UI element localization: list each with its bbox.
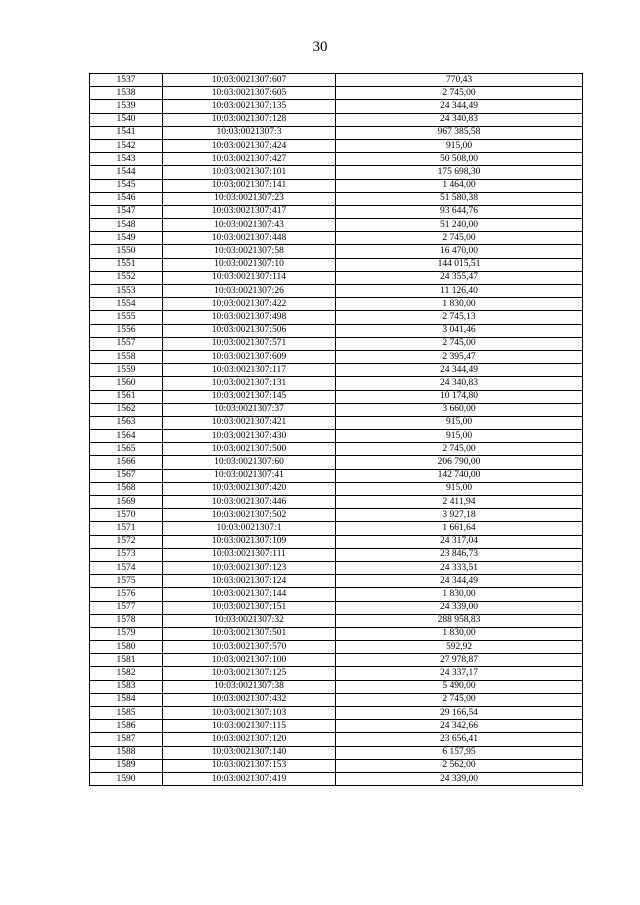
cadastral-number-cell: 10:03:0021307:430: [163, 430, 336, 443]
row-number-cell: 1546: [90, 192, 163, 205]
table-row: [90, 693, 583, 706]
value-cell: 2 745,00: [336, 337, 583, 350]
row-number-cell: 1567: [90, 469, 163, 482]
value-cell: 24 339,00: [336, 601, 583, 614]
table-row: [90, 496, 583, 509]
value-cell: 50 508,00: [336, 153, 583, 166]
table-row: [90, 311, 583, 324]
table-row: [90, 390, 583, 403]
table-row: [90, 153, 583, 166]
table-row: [90, 100, 583, 113]
table-row: [90, 443, 583, 456]
cadastral-number-cell: 10:03:0021307:41: [163, 469, 336, 482]
table-row: [90, 588, 583, 601]
cadastral-number-cell: 10:03:0021307:446: [163, 496, 336, 509]
row-number-cell: 1552: [90, 271, 163, 284]
table-row: [90, 245, 583, 258]
cadastral-number-cell: 10:03:0021307:151: [163, 601, 336, 614]
value-cell: 144 015,51: [336, 258, 583, 271]
table-row: [90, 113, 583, 126]
row-number-cell: 1560: [90, 377, 163, 390]
value-cell: 2 745,00: [336, 693, 583, 706]
row-number-cell: 1540: [90, 113, 163, 126]
table-row: [90, 746, 583, 759]
row-number-cell: 1589: [90, 759, 163, 772]
row-number-cell: 1541: [90, 126, 163, 139]
cadastral-number-cell: 10:03:0021307:502: [163, 509, 336, 522]
table-row: [90, 324, 583, 337]
value-cell: 1 661,64: [336, 522, 583, 535]
value-cell: 2 411,94: [336, 496, 583, 509]
row-number-cell: 1585: [90, 707, 163, 720]
value-cell: 24 355,47: [336, 271, 583, 284]
value-cell: 6 157,95: [336, 746, 583, 759]
cadastral-number-cell: 10:03:0021307:109: [163, 535, 336, 548]
cadastral-number-cell: 10:03:0021307:23: [163, 192, 336, 205]
table-row: [90, 271, 583, 284]
cadastral-number-cell: 10:03:0021307:609: [163, 350, 336, 363]
value-cell: 24 333,51: [336, 561, 583, 574]
table-row: [90, 720, 583, 733]
value-cell: 3 660,00: [336, 403, 583, 416]
value-cell: 2 745,00: [336, 232, 583, 245]
value-cell: 24 317,04: [336, 535, 583, 548]
value-cell: 770,43: [336, 74, 583, 87]
row-number-cell: 1582: [90, 667, 163, 680]
row-number-cell: 1544: [90, 166, 163, 179]
cadastral-number-cell: 10:03:0021307:38: [163, 680, 336, 693]
cadastral-number-cell: 10:03:0021307:153: [163, 759, 336, 772]
table-row: [90, 614, 583, 627]
value-cell: 24 340,83: [336, 113, 583, 126]
cadastral-number-cell: 10:03:0021307:43: [163, 219, 336, 232]
cadastral-number-cell: 10:03:0021307:1: [163, 522, 336, 535]
table-row: [90, 166, 583, 179]
value-cell: 5 490,00: [336, 680, 583, 693]
row-number-cell: 1538: [90, 87, 163, 100]
table-row: [90, 482, 583, 495]
table-row: [90, 87, 583, 100]
value-cell: 1 830,00: [336, 627, 583, 640]
table-row: [90, 759, 583, 772]
table-row: [90, 561, 583, 574]
table-row: [90, 548, 583, 561]
cadastral-number-cell: 10:03:0021307:448: [163, 232, 336, 245]
value-cell: 24 344,49: [336, 575, 583, 588]
value-cell: 16 470,00: [336, 245, 583, 258]
value-cell: 24 344,49: [336, 364, 583, 377]
table-body: [90, 74, 583, 786]
table-row: [90, 364, 583, 377]
table-row: [90, 416, 583, 429]
value-cell: 1 830,00: [336, 588, 583, 601]
cadastral-number-cell: 10:03:0021307:144: [163, 588, 336, 601]
cadastral-number-cell: 10:03:0021307:3: [163, 126, 336, 139]
row-number-cell: 1586: [90, 720, 163, 733]
cadastral-number-cell: 10:03:0021307:419: [163, 772, 336, 785]
row-number-cell: 1542: [90, 139, 163, 152]
cadastral-number-cell: 10:03:0021307:117: [163, 364, 336, 377]
cadastral-number-cell: 10:03:0021307:422: [163, 298, 336, 311]
value-cell: 24 344,49: [336, 100, 583, 113]
table-row: [90, 522, 583, 535]
row-number-cell: 1539: [90, 100, 163, 113]
table-row: [90, 707, 583, 720]
page-number: 30: [312, 39, 328, 55]
table-row: [90, 654, 583, 667]
table-row: [90, 680, 583, 693]
table-row: [90, 403, 583, 416]
cadastral-number-cell: 10:03:0021307:58: [163, 245, 336, 258]
cadastral-number-cell: 10:03:0021307:115: [163, 720, 336, 733]
value-cell: 23 656,41: [336, 733, 583, 746]
row-number-cell: 1579: [90, 627, 163, 640]
value-cell: 2 745,00: [336, 443, 583, 456]
row-number-cell: 1553: [90, 285, 163, 298]
row-number-cell: 1555: [90, 311, 163, 324]
value-cell: 2 562,00: [336, 759, 583, 772]
cadastral-number-cell: 10:03:0021307:141: [163, 179, 336, 192]
value-cell: 29 166,54: [336, 707, 583, 720]
row-number-cell: 1549: [90, 232, 163, 245]
table-row: [90, 575, 583, 588]
value-cell: 915,00: [336, 482, 583, 495]
table-row: [90, 126, 583, 139]
row-number-cell: 1550: [90, 245, 163, 258]
cadastral-number-cell: 10:03:0021307:60: [163, 456, 336, 469]
row-number-cell: 1558: [90, 350, 163, 363]
row-number-cell: 1587: [90, 733, 163, 746]
row-number-cell: 1590: [90, 772, 163, 785]
cadastral-number-cell: 10:03:0021307:424: [163, 139, 336, 152]
value-cell: 93 644,76: [336, 205, 583, 218]
table-row: [90, 350, 583, 363]
row-number-cell: 1557: [90, 337, 163, 350]
value-cell: 3 927,18: [336, 509, 583, 522]
row-number-cell: 1568: [90, 482, 163, 495]
table-row: [90, 377, 583, 390]
row-number-cell: 1588: [90, 746, 163, 759]
table-row: [90, 627, 583, 640]
table-row: [90, 179, 583, 192]
row-number-cell: 1580: [90, 641, 163, 654]
cadastral-number-cell: 10:03:0021307:500: [163, 443, 336, 456]
table-row: [90, 772, 583, 785]
cadastral-number-cell: 10:03:0021307:607: [163, 74, 336, 87]
value-cell: 915,00: [336, 139, 583, 152]
cadastral-number-cell: 10:03:0021307:498: [163, 311, 336, 324]
value-cell: 2 745,13: [336, 311, 583, 324]
row-number-cell: 1545: [90, 179, 163, 192]
row-number-cell: 1566: [90, 456, 163, 469]
value-cell: 1 464,00: [336, 179, 583, 192]
cadastral-number-cell: 10:03:0021307:421: [163, 416, 336, 429]
value-cell: 967 385,58: [336, 126, 583, 139]
cadastral-number-cell: 10:03:0021307:10: [163, 258, 336, 271]
table-row: [90, 205, 583, 218]
table-row: [90, 430, 583, 443]
value-cell: 51 240,00: [336, 219, 583, 232]
row-number-cell: 1547: [90, 205, 163, 218]
cadastral-number-cell: 10:03:0021307:101: [163, 166, 336, 179]
cadastral-number-cell: 10:03:0021307:125: [163, 667, 336, 680]
row-number-cell: 1569: [90, 496, 163, 509]
row-number-cell: 1576: [90, 588, 163, 601]
cadastral-number-cell: 10:03:0021307:605: [163, 87, 336, 100]
value-cell: 2 745,00: [336, 87, 583, 100]
row-number-cell: 1561: [90, 390, 163, 403]
value-cell: 24 339,00: [336, 772, 583, 785]
table-row: [90, 298, 583, 311]
cadastral-number-cell: 10:03:0021307:128: [163, 113, 336, 126]
value-cell: 3 041,46: [336, 324, 583, 337]
row-number-cell: 1570: [90, 509, 163, 522]
table-row: [90, 139, 583, 152]
row-number-cell: 1556: [90, 324, 163, 337]
cadastral-number-cell: 10:03:0021307:145: [163, 390, 336, 403]
cadastral-number-cell: 10:03:0021307:135: [163, 100, 336, 113]
value-cell: 592,92: [336, 641, 583, 654]
value-cell: 915,00: [336, 416, 583, 429]
value-cell: 206 790,00: [336, 456, 583, 469]
cadastral-number-cell: 10:03:0021307:114: [163, 271, 336, 284]
cadastral-number-cell: 10:03:0021307:506: [163, 324, 336, 337]
value-cell: 11 126,40: [336, 285, 583, 298]
value-cell: 2 395,47: [336, 350, 583, 363]
row-number-cell: 1581: [90, 654, 163, 667]
table-row: [90, 337, 583, 350]
cadastral-value-table: [89, 73, 583, 786]
cadastral-number-cell: 10:03:0021307:123: [163, 561, 336, 574]
cadastral-number-cell: 10:03:0021307:131: [163, 377, 336, 390]
row-number-cell: 1564: [90, 430, 163, 443]
cadastral-number-cell: 10:03:0021307:570: [163, 641, 336, 654]
value-cell: 288 958,83: [336, 614, 583, 627]
cadastral-number-cell: 10:03:0021307:103: [163, 707, 336, 720]
table-row: [90, 285, 583, 298]
cadastral-number-cell: 10:03:0021307:420: [163, 482, 336, 495]
value-cell: 27 978,87: [336, 654, 583, 667]
table-row: [90, 469, 583, 482]
cadastral-number-cell: 10:03:0021307:427: [163, 153, 336, 166]
value-cell: 142 740,00: [336, 469, 583, 482]
value-cell: 1 830,00: [336, 298, 583, 311]
row-number-cell: 1572: [90, 535, 163, 548]
table-row: [90, 733, 583, 746]
cadastral-number-cell: 10:03:0021307:417: [163, 205, 336, 218]
value-cell: 10 174,80: [336, 390, 583, 403]
cadastral-number-cell: 10:03:0021307:120: [163, 733, 336, 746]
cadastral-number-cell: 10:03:0021307:571: [163, 337, 336, 350]
cadastral-number-cell: 10:03:0021307:26: [163, 285, 336, 298]
cadastral-number-cell: 10:03:0021307:501: [163, 627, 336, 640]
value-cell: 24 342,66: [336, 720, 583, 733]
row-number-cell: 1571: [90, 522, 163, 535]
table-row: [90, 601, 583, 614]
table-row: [90, 641, 583, 654]
row-number-cell: 1543: [90, 153, 163, 166]
value-cell: 51 580,38: [336, 192, 583, 205]
row-number-cell: 1583: [90, 680, 163, 693]
row-number-cell: 1578: [90, 614, 163, 627]
cadastral-number-cell: 10:03:0021307:124: [163, 575, 336, 588]
row-number-cell: 1562: [90, 403, 163, 416]
row-number-cell: 1577: [90, 601, 163, 614]
table-row: [90, 74, 583, 87]
table-row: [90, 219, 583, 232]
table-row: [90, 535, 583, 548]
table-row: [90, 509, 583, 522]
row-number-cell: 1559: [90, 364, 163, 377]
value-cell: 915,00: [336, 430, 583, 443]
value-cell: 24 340,83: [336, 377, 583, 390]
row-number-cell: 1537: [90, 74, 163, 87]
cadastral-number-cell: 10:03:0021307:111: [163, 548, 336, 561]
table-row: [90, 667, 583, 680]
table-row: [90, 192, 583, 205]
row-number-cell: 1563: [90, 416, 163, 429]
table-row: [90, 456, 583, 469]
row-number-cell: 1584: [90, 693, 163, 706]
row-number-cell: 1575: [90, 575, 163, 588]
row-number-cell: 1574: [90, 561, 163, 574]
row-number-cell: 1548: [90, 219, 163, 232]
cadastral-number-cell: 10:03:0021307:100: [163, 654, 336, 667]
cadastral-number-cell: 10:03:0021307:140: [163, 746, 336, 759]
table-row: [90, 232, 583, 245]
row-number-cell: 1554: [90, 298, 163, 311]
value-cell: 175 698,30: [336, 166, 583, 179]
value-cell: 24 337,17: [336, 667, 583, 680]
cadastral-number-cell: 10:03:0021307:37: [163, 403, 336, 416]
row-number-cell: 1565: [90, 443, 163, 456]
row-number-cell: 1573: [90, 548, 163, 561]
cadastral-number-cell: 10:03:0021307:432: [163, 693, 336, 706]
row-number-cell: 1551: [90, 258, 163, 271]
cadastral-number-cell: 10:03:0021307:32: [163, 614, 336, 627]
value-cell: 23 846,73: [336, 548, 583, 561]
table-row: [90, 258, 583, 271]
